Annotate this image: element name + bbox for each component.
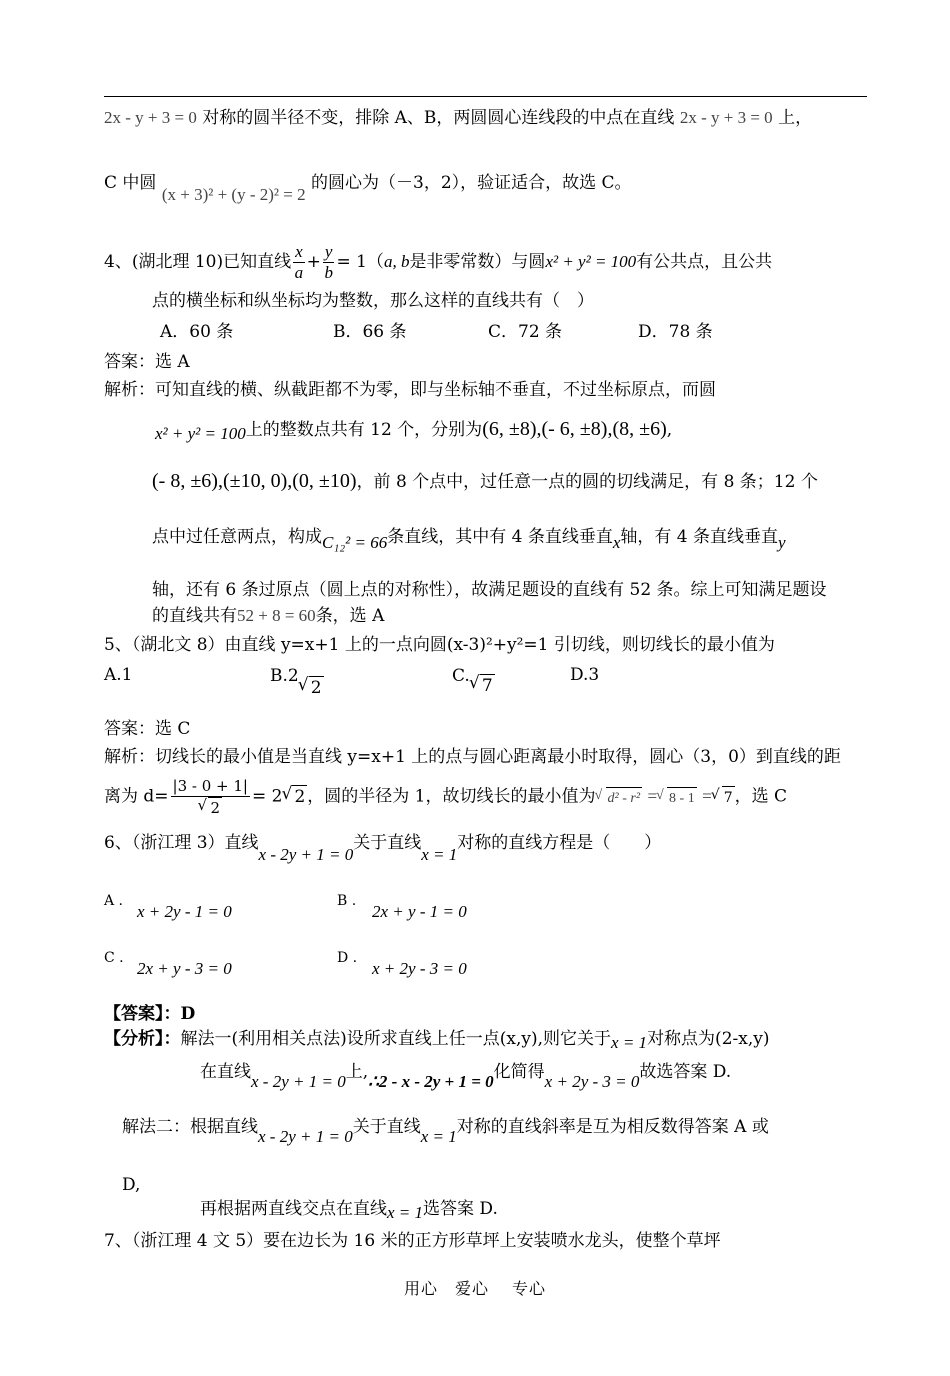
q5-option-a: A.1 xyxy=(104,665,133,685)
q6-method-1: 【分析】：解法一(利用相关点法)设所求直线上任一点(x,y),则它关于x = 1对称点为(2-x,y) xyxy=(104,1029,770,1052)
q5-option-c: C.√ 7 xyxy=(452,664,495,687)
header-rule xyxy=(104,96,867,97)
q6-option-d: x + 2y - 3 = 0 xyxy=(372,959,467,978)
q6-option-c-label: C . xyxy=(104,950,124,966)
fraction: $\frac{y}{b}$ xyxy=(324,242,333,282)
q4-analysis-5: 轴，还有 6 条过原点（圆上点的对称性），故满足题设的直线有 52 条。综上可知满足题设 xyxy=(152,580,827,600)
q7-stem: 7、（浙江理 4 文 5）要在边长为 16 米的正方形草坪上安装喷水龙头，使整个草坪 xyxy=(104,1231,721,1251)
q3-line2: C 中圆 (x + 3)² + (y - 2)² = 2 的圆心为（－3，2），验证适合，故选 C。 xyxy=(104,173,632,204)
page-footer: 用心 爱心 专心 xyxy=(403,1279,547,1298)
q5-analysis-2: 离为 d= |3 - 0 + 1| √ 2 = 2√ 2 ，圆的半径为 1，故切线长的最小值为√ d² - r² =√ 8 - 1 =√ 7 ，选 C xyxy=(104,776,787,818)
q4-stem-1: 4、(湖北理 10)已知直线 $\frac{x}{a}$ + $\frac{y}{b}$ = 1（a, b是非零常数）与圆x² + y² = 100有公共点，且公共 xyxy=(104,242,773,282)
q6-method-4: D, xyxy=(122,1175,141,1195)
q5-stem: 5、（湖北文 8）由直线 y=x+1 上的一点向圆(x-3)²+y²=1 引切线，则切线长的最小值为 xyxy=(104,635,775,655)
q6-answer: 【答案】：D xyxy=(104,1004,196,1024)
q4-analysis-3: (- 8, ±6),(±10, 0),(0, ±10)，前 8 个点中，过任意一点的圆的切线满足，有 8 条；12 个 xyxy=(152,470,818,492)
math: 2x - y + 3 = 0 xyxy=(104,108,197,127)
q4-option-c: C．72 条 xyxy=(488,322,563,342)
q6-option-a-label: A . xyxy=(104,893,124,909)
q6-option-c: 2x + y - 3 = 0 xyxy=(137,959,232,978)
fraction: |3 - 0 + 1| √ 2 xyxy=(171,776,250,818)
q4-analysis-4: 点中过任意两点，构成C₁₂² = 66条直线，其中有 4 条直线垂直x轴，有 4 条直线垂直y xyxy=(152,527,786,552)
math: 2x - y + 3 = 0 xyxy=(679,108,773,127)
q4-option-a: A．60 条 xyxy=(160,322,234,342)
q4-stem-2: 点的横坐标和纵坐标均为整数，那么这样的直线共有（ ） xyxy=(152,291,594,311)
q6-method-2: 在直线x - 2y + 1 = 0上,∴2 - x - 2y + 1 = 0化简得x + 2y - 3 = 0故选答案 D. xyxy=(200,1062,732,1091)
q4-analysis-6: 的直线共有52 + 8 = 60条，选 A xyxy=(152,606,385,626)
q6-stem: 6、（浙江理 3）直线x - 2y + 1 = 0关于直线x = 1对称的直线方程是（ ） xyxy=(104,833,662,864)
q5-analysis-1: 解析：切线长的最小值是当直线 y=x+1 上的点与圆心距离最小时取得，圆心（3，0）到直线的距 xyxy=(104,747,841,767)
q5-answer: 答案：选 C xyxy=(104,719,191,739)
q6-option-b: 2x + y - 1 = 0 xyxy=(372,902,467,921)
q4-analysis-1: 解析：可知直线的横、纵截距都不为零，即与坐标轴不垂直，不过坐标原点，而圆 xyxy=(104,380,716,400)
q4-option-b: B．66 条 xyxy=(333,322,407,342)
q5-option-d: D.3 xyxy=(570,665,600,685)
q6-option-d-label: D . xyxy=(337,950,358,966)
q6-method-3: 解法二：根据直线x - 2y + 1 = 0关于直线x = 1对称的直线斜率是互为相反数得答案 A 或 xyxy=(122,1117,769,1146)
q6-method-5: 再根据两直线交点在直线x = 1选答案 D. xyxy=(200,1199,498,1222)
q5-option-b: B.2√ 2 xyxy=(270,664,324,687)
fraction: $\frac{x}{a}$ xyxy=(294,242,304,282)
q3-line1: 2x - y + 3 = 0 对称的圆半径不变，排除 A、B，两圆圆心连线段的中点在直线 2x - y + 3 = 0 上， xyxy=(104,108,813,128)
q4-analysis-2: x² + y² = 100上的整数点共有 12 个，分别为(6, ±8),(- 6, ±8),(8, ±6), xyxy=(155,418,673,443)
q6-option-a: x + 2y - 1 = 0 xyxy=(137,902,232,921)
q4-answer: 答案：选 A xyxy=(104,352,190,372)
q4-option-d: D．78 条 xyxy=(638,322,713,342)
math: (x + 3)² + (y - 2)² = 2 xyxy=(161,185,306,204)
q6-option-b-label: B . xyxy=(337,893,357,909)
